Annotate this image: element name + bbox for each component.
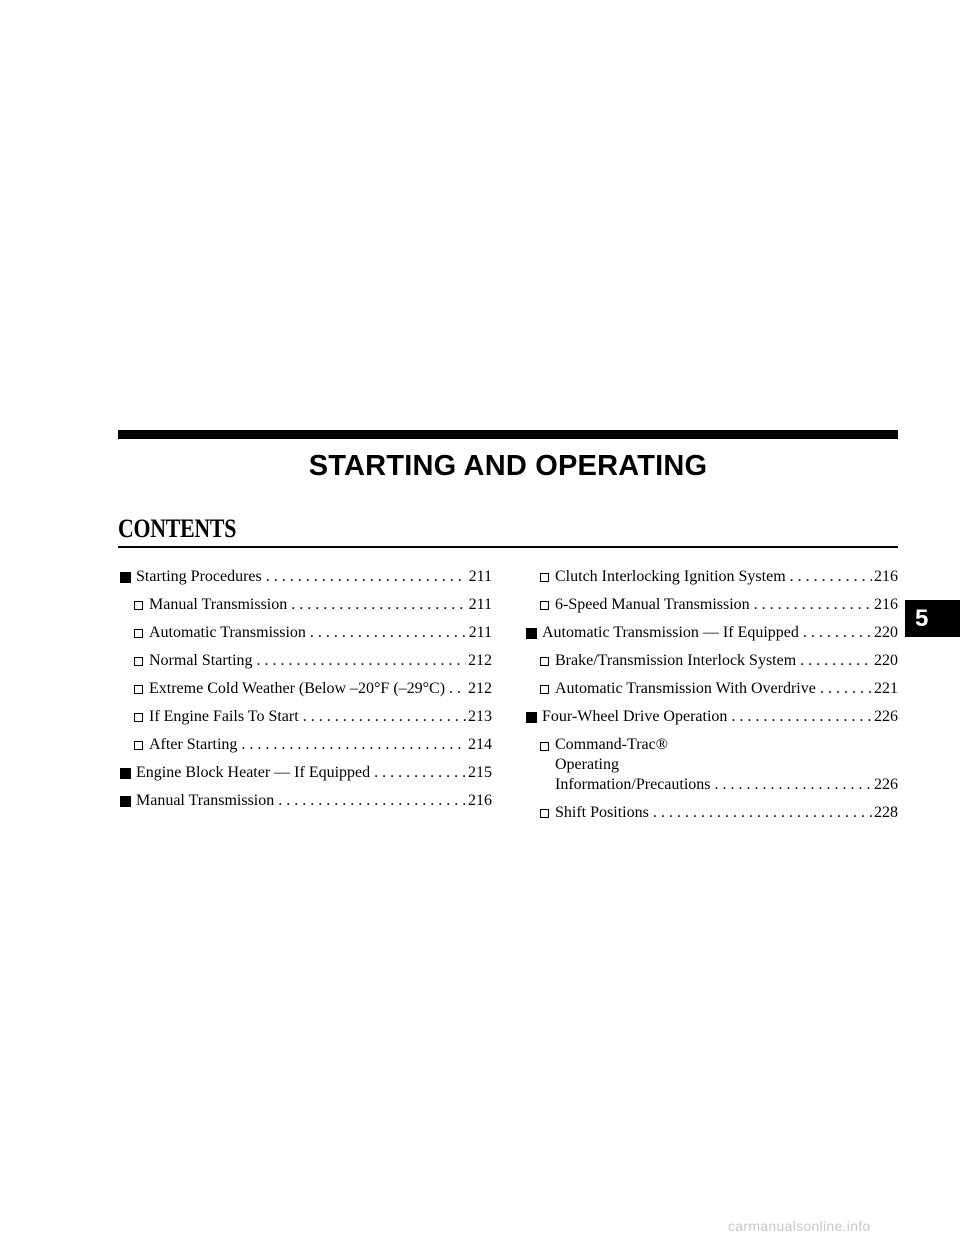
toc-entry[interactable] — [120, 679, 492, 699]
toc-leader-dots — [803, 623, 872, 643]
toc-page-number: 216 — [874, 568, 898, 585]
toc-leader-dots — [310, 623, 467, 643]
toc-leader-dots — [266, 567, 467, 587]
toc-leader-dots — [278, 791, 466, 811]
toc-leader-dots — [241, 735, 466, 755]
toc-leader-dots — [291, 595, 466, 615]
toc-entry-label: Engine Block Heater — If Equipped — [136, 764, 371, 781]
toc-entry[interactable] — [526, 651, 898, 671]
toc-entry[interactable] — [120, 651, 492, 671]
toc-page-number: 216 — [874, 596, 898, 613]
toc-page-number: 213 — [468, 708, 492, 725]
toc-leader-dots — [800, 651, 872, 671]
toc-leader-dots — [653, 803, 872, 823]
toc-entry-label: Extreme Cold Weather (Below –20°F (–29°C) — [149, 680, 446, 697]
toc-entry-label-line1: Command-Trac® Operating — [555, 736, 668, 773]
toc-entry[interactable] — [526, 595, 898, 615]
box-bullet-icon — [134, 657, 143, 666]
toc-entry[interactable] — [526, 735, 898, 795]
box-bullet-icon — [134, 685, 143, 694]
toc-leader-dots — [449, 679, 466, 699]
toc-entry-label: If Engine Fails To Start — [149, 708, 299, 725]
toc-entry-label-line2: Information/Precautions — [555, 776, 711, 793]
box-bullet-icon — [134, 629, 143, 638]
square-bullet-icon — [120, 796, 131, 807]
toc-entry[interactable] — [120, 763, 492, 783]
toc-page-number: 211 — [468, 596, 492, 613]
chapter-title: STARTING AND OPERATING — [308, 450, 708, 482]
toc-page-number: 220 — [874, 624, 898, 641]
toc-leader-dots — [374, 763, 466, 783]
toc-page-number: 214 — [468, 736, 492, 753]
toc-leader-dots — [790, 567, 872, 587]
toc-entry[interactable] — [526, 567, 898, 587]
toc-entry[interactable] — [120, 623, 492, 643]
toc-entry-label: Clutch Interlocking Ignition System — [555, 568, 786, 585]
toc-entry[interactable] — [526, 679, 898, 699]
toc-entry[interactable] — [526, 707, 898, 727]
toc-leader-dots — [715, 775, 872, 795]
toc-entry[interactable] — [526, 623, 898, 643]
toc-right-column — [526, 567, 898, 831]
toc-left-column — [120, 567, 492, 819]
toc-page-number: 215 — [468, 764, 492, 781]
toc-page-number: 221 — [874, 680, 898, 697]
box-bullet-icon — [540, 809, 549, 818]
toc-entry-label: Normal Starting — [149, 652, 253, 669]
box-bullet-icon — [540, 657, 549, 666]
toc-page-number: 211 — [468, 624, 492, 641]
toc-page-number: 216 — [468, 792, 492, 809]
square-bullet-icon — [526, 712, 537, 723]
toc-entry-label: Manual Transmission — [149, 596, 288, 613]
box-bullet-icon — [540, 601, 549, 610]
toc-leader-dots — [820, 679, 872, 699]
toc-page-number: 212 — [468, 680, 492, 697]
toc-entry[interactable] — [120, 735, 492, 755]
toc-entry[interactable] — [120, 707, 492, 727]
toc-leader-dots — [303, 707, 466, 727]
chapter-top-rule — [118, 430, 898, 439]
toc-entry-label: Four-Wheel Drive Operation — [542, 708, 728, 725]
box-bullet-icon — [134, 601, 143, 610]
toc-entry[interactable] — [120, 791, 492, 811]
box-bullet-icon — [134, 741, 143, 750]
toc-leader-dots — [731, 707, 872, 727]
box-bullet-icon — [540, 573, 549, 582]
box-bullet-icon — [134, 713, 143, 722]
toc-page-number: 226 — [874, 708, 898, 725]
toc-page-number: 212 — [468, 652, 492, 669]
box-bullet-icon — [540, 685, 549, 694]
toc-entry-label: Brake/Transmission Interlock System — [555, 652, 797, 669]
toc-entry-label: Automatic Transmission — If Equipped — [542, 624, 799, 641]
toc-entry-label: 6-Speed Manual Transmission — [555, 596, 750, 613]
square-bullet-icon — [120, 572, 131, 583]
contents-heading: CONTENTS — [118, 514, 237, 543]
toc-page-number: 226 — [874, 776, 898, 793]
toc-entry-label: Automatic Transmission With Overdrive — [555, 680, 816, 697]
toc-entry[interactable] — [526, 803, 898, 823]
toc-entry-label: Shift Positions — [555, 804, 649, 821]
square-bullet-icon — [120, 768, 131, 779]
toc-leader-dots — [754, 595, 872, 615]
toc-page-number: 220 — [874, 652, 898, 669]
toc-leader-dots — [257, 651, 466, 671]
square-bullet-icon — [526, 628, 537, 639]
footer-watermark-url: carmanualsonline.info — [728, 1218, 871, 1234]
toc-entry[interactable] — [120, 567, 492, 587]
toc-page-number: 228 — [874, 804, 898, 821]
chapter-tab[interactable]: 5 — [905, 600, 960, 637]
toc-page-number: 211 — [468, 568, 492, 585]
box-bullet-icon — [540, 742, 549, 751]
toc-entry-label: Manual Transmission — [136, 792, 275, 809]
toc-entry-label: Starting Procedures — [136, 568, 262, 585]
toc-entry-label: Automatic Transmission — [149, 624, 306, 641]
toc-entry-label: After Starting — [149, 736, 238, 753]
toc-entry[interactable] — [120, 595, 492, 615]
toc-entry-label — [555, 735, 711, 795]
contents-rule — [118, 546, 898, 548]
